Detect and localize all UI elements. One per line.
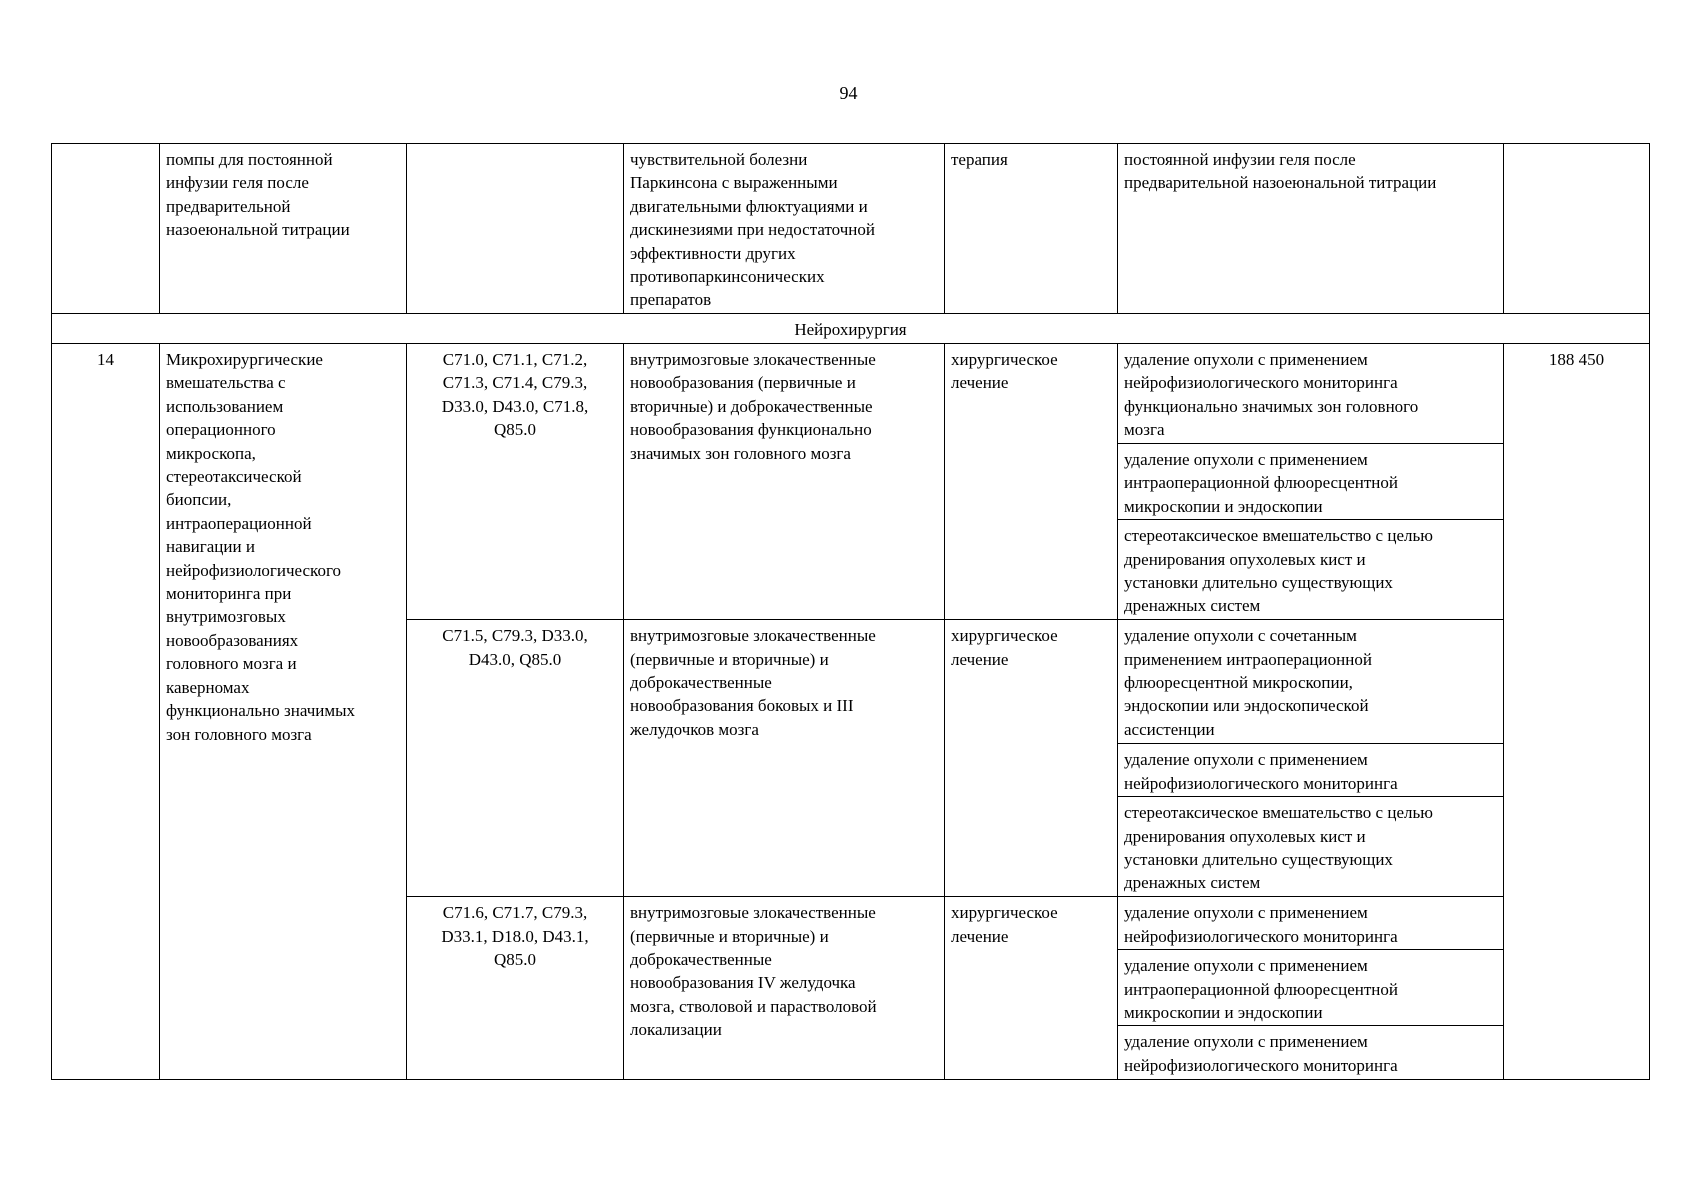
cell-text-line: постоянной инфузии геля после: [1124, 150, 1356, 169]
cell-text-line: нейрофизиологического: [166, 560, 342, 580]
cell-text-line: C71.0, C71.1, C71.2,: [442, 350, 588, 369]
table-row: [52, 344, 1650, 444]
treatment-method-cell: [1118, 950, 1504, 1026]
treatment-method-cell: [1118, 620, 1504, 744]
cell-text-line: лечение: [951, 373, 1009, 393]
cell-text-line: Q85.0: [493, 950, 537, 970]
treatment-method-cell: [1118, 744, 1504, 797]
cell-text-line: нейрофизиологического мониторинга: [1124, 926, 1398, 946]
continued-row: [52, 144, 1650, 314]
cell-text-line: интраоперационной флюоресцентной: [1124, 979, 1398, 999]
cell-text-line: флюоресцентной микроскопии,: [1124, 673, 1353, 693]
cell-text-line: внутримозговые злокачественные: [630, 350, 876, 369]
cell-text-line: интраоперационной: [166, 513, 312, 533]
page-number: 94: [839, 83, 858, 103]
cell-text-line: удаление опухоли с применением: [1124, 956, 1368, 976]
patient-model-cell: [624, 344, 945, 620]
treatment-method-cell: [1118, 344, 1504, 444]
cell-text-line: терапия: [951, 150, 1008, 169]
cell-text-line: мозга: [1124, 420, 1165, 440]
cell-text-line: новообразования IV желудочка: [630, 973, 856, 993]
cell-text-line: желудочков мозга: [630, 719, 759, 739]
cell-text-line: удаление опухоли с применением: [1124, 450, 1368, 469]
cell-text-line: C71.3, C71.4, C79.3,: [442, 373, 588, 393]
cell-text-line: лечение: [951, 926, 1009, 946]
icd-codes-cell: [407, 897, 624, 1080]
treatment-method-cell: [1118, 444, 1504, 520]
cell-text-line: дренажных систем: [1124, 596, 1261, 616]
cell-text-line: нейрофизиологического мониторинга: [1124, 1055, 1398, 1075]
medical-care-table: [51, 143, 1650, 1080]
cell-text-line: новообразования боковых и III: [630, 696, 854, 716]
cell-text-line: внутримозговых: [166, 607, 286, 627]
cell-text-line: вторичные) и доброкачественные: [630, 396, 873, 416]
cell-text-line: (первичные и вторичные) и: [630, 926, 829, 946]
cell-text-line: дренажных систем: [1124, 873, 1261, 893]
cell-text-line: C71.5, C79.3, D33.0,: [442, 626, 588, 646]
treatment-method-cell: [1118, 797, 1504, 897]
cell-text-line: интраоперационной флюоресцентной: [1124, 473, 1398, 493]
treatment-type-cell: [945, 620, 1118, 897]
cell-text-line: внутримозговые злокачественные: [630, 903, 876, 923]
cell-text-line: удаление опухоли с сочетанным: [1124, 626, 1357, 646]
cell-text-line: D33.1, D18.0, D43.1,: [441, 926, 589, 946]
cell-text-line: хирургическое: [951, 626, 1058, 646]
cell-text-line: предварительной: [166, 196, 291, 216]
treatment-type-cell: [945, 344, 1118, 620]
cell-text-line: внутримозговые злокачественные: [630, 626, 876, 646]
cell-text-line: D43.0, Q85.0: [468, 649, 562, 669]
cell-text-line: операционного: [166, 420, 276, 440]
cell-text-line: эндоскопии или эндоскопической: [1124, 696, 1369, 716]
cell-text-line: функционально значимых зон головного: [1124, 396, 1419, 416]
section-title: Нейрохирургия: [52, 314, 1650, 344]
cell-text-line: помпы для постоянной: [166, 150, 333, 169]
cell-text-line: эффективности других: [630, 243, 796, 263]
treatment-method-cell: [1118, 1026, 1504, 1080]
patient-model-cell: [624, 144, 945, 314]
cell-text-line: удаление опухоли с применением: [1124, 903, 1368, 923]
care-name-cell: [160, 344, 407, 1080]
cell-text-line: C71.6, C71.7, C79.3,: [442, 903, 588, 923]
cell-text-line: вмешательства с: [166, 373, 286, 393]
cell-text-line: биопсии,: [166, 490, 232, 510]
cell-text-line: каверномах: [166, 677, 250, 697]
cell-text-line: мониторинга при: [166, 584, 292, 604]
cell-text-line: хирургическое: [951, 350, 1058, 369]
icd-codes-cell: [407, 144, 624, 314]
section-row: [52, 314, 1650, 344]
treatment-method-cell: [1118, 144, 1504, 314]
cell-text-line: Q85.0: [493, 420, 537, 440]
cell-text-line: применением интраоперационной: [1124, 649, 1372, 669]
row-number-cell: 14: [52, 344, 160, 1080]
patient-model-cell: [624, 897, 945, 1080]
cell-text-line: дренирования опухолевых кист и: [1124, 549, 1366, 569]
cell-text-line: Паркинсона с выраженными: [630, 173, 838, 193]
price-cell: 188 450: [1504, 344, 1650, 1080]
cell-text-line: доброкачественные: [630, 950, 772, 970]
cell-text-line: микроскопии и эндоскопии: [1124, 1003, 1323, 1023]
cell-text-line: удаление опухоли с применением: [1124, 750, 1368, 770]
cell-text-line: хирургическое: [951, 903, 1058, 923]
cell-text-line: новообразования (первичные и: [630, 373, 856, 393]
cell-text-line: двигательными флюктуациями и: [630, 196, 868, 216]
treatment-type-cell: [945, 144, 1118, 314]
cell-text-line: инфузии геля после: [166, 173, 309, 193]
cell-text-line: ассистенции: [1124, 719, 1215, 739]
cell-text-line: предварительной назоеюнальной титрации: [1124, 173, 1437, 193]
cell-text-line: дискинезиями при недостаточной: [630, 220, 875, 240]
cell-text-line: препаратов: [630, 290, 712, 310]
icd-codes-cell: [407, 620, 624, 897]
price-cell: [1504, 144, 1650, 314]
cell-text-line: установки длительно существующих: [1124, 573, 1393, 593]
treatment-type-cell: [945, 897, 1118, 1080]
cell-text-line: доброкачественные: [630, 673, 772, 693]
cell-text-line: микроскопии и эндоскопии: [1124, 496, 1323, 516]
cell-text-line: удаление опухоли с применением: [1124, 1032, 1368, 1052]
cell-text-line: установки длительно существующих: [1124, 850, 1393, 870]
cell-text-line: дренирования опухолевых кист и: [1124, 826, 1366, 846]
cell-text-line: использованием: [166, 396, 284, 416]
cell-text-line: стереотаксической: [166, 467, 302, 487]
treatment-method-cell: [1118, 520, 1504, 620]
cell-text-line: (первичные и вторичные) и: [630, 649, 829, 669]
cell-text-line: нейрофизиологического мониторинга: [1124, 773, 1398, 793]
row-number-cell: [52, 144, 160, 314]
care-name-cell: [160, 144, 407, 314]
icd-codes-cell: [407, 344, 624, 620]
cell-text-line: значимых зон головного мозга: [630, 443, 851, 463]
cell-text-line: назоеюнальной титрации: [166, 220, 350, 240]
cell-text-line: новообразования функционально: [630, 420, 872, 440]
cell-text-line: стереотаксическое вмешательство с целью: [1124, 803, 1433, 823]
cell-text-line: стереотаксическое вмешательство с целью: [1124, 526, 1433, 546]
cell-text-line: Микрохирургические: [166, 350, 323, 369]
treatment-method-cell: [1118, 897, 1504, 950]
cell-text-line: удаление опухоли с применением: [1124, 350, 1368, 369]
cell-text-line: функционально значимых: [166, 701, 356, 721]
cell-text-line: нейрофизиологического мониторинга: [1124, 373, 1398, 393]
cell-text-line: локализации: [630, 1020, 722, 1040]
cell-text-line: новообразованиях: [166, 630, 299, 650]
cell-text-line: противопаркинсонических: [630, 267, 825, 287]
cell-text-line: головного мозга и: [166, 654, 297, 674]
cell-text-line: лечение: [951, 649, 1009, 669]
cell-text-line: навигации и: [166, 537, 255, 557]
cell-text-line: мозга, стволовой и парастволовой: [630, 996, 877, 1016]
cell-text-line: микроскопа,: [166, 443, 256, 463]
patient-model-cell: [624, 620, 945, 897]
cell-text-line: чувствительной болезни: [630, 150, 808, 169]
cell-text-line: зон головного мозга: [166, 724, 312, 744]
cell-text-line: D33.0, D43.0, C71.8,: [441, 396, 589, 416]
